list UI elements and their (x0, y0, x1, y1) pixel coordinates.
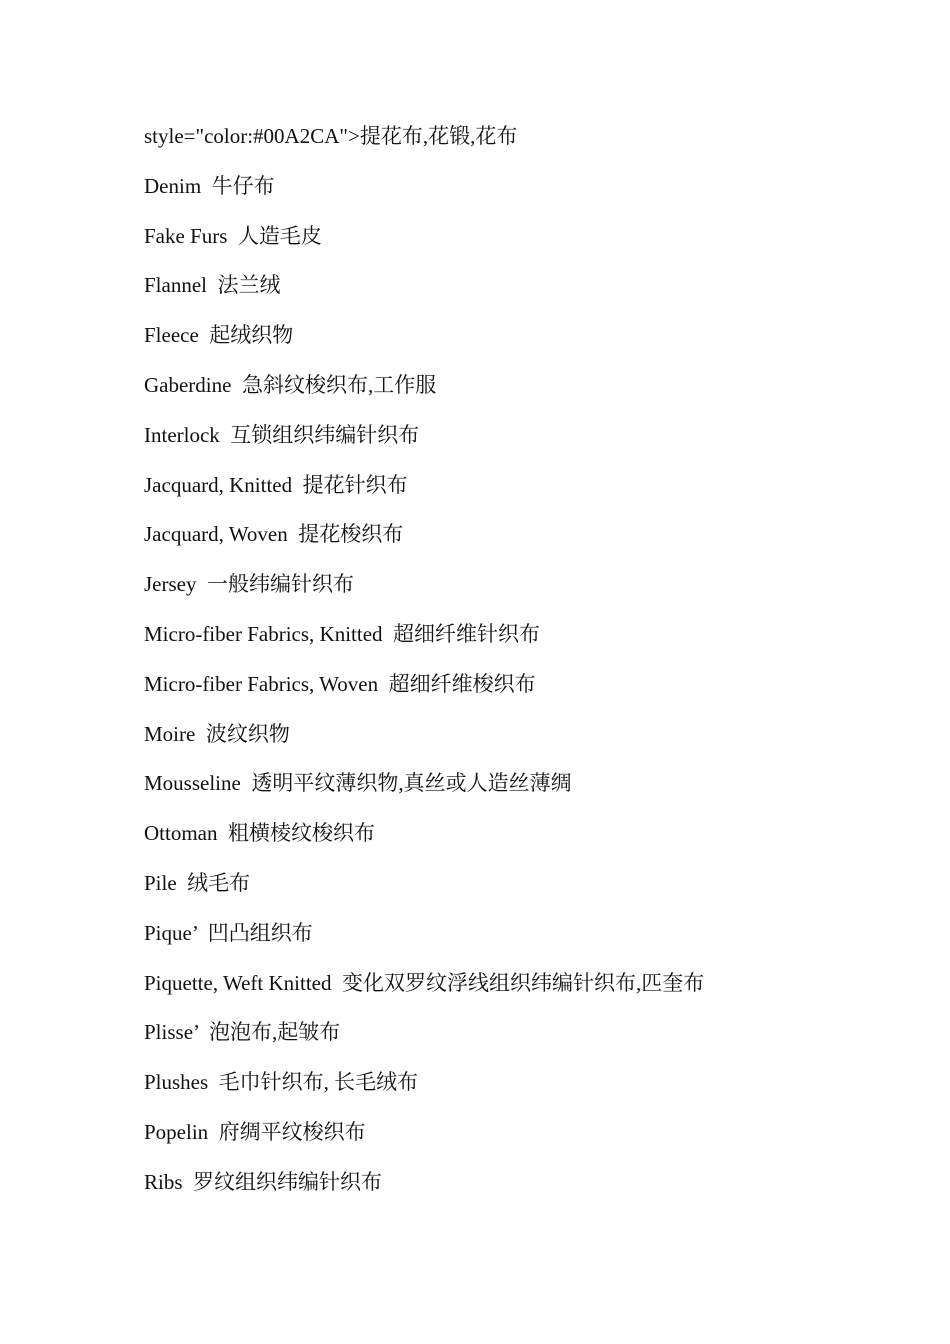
glossary-entry: Gaberdine 急斜纹梭织布,工作服 (144, 372, 437, 397)
glossary-entry: Interlock 互锁组织纬编针织布 (144, 422, 420, 447)
glossary-entry: Pique’ 凹凸组织布 (144, 920, 313, 945)
glossary-entry: Flannel 法兰绒 (144, 273, 281, 298)
glossary-entry: Ottoman 粗横棱纹梭织布 (144, 821, 375, 846)
glossary-entry: Fake Furs 人造毛皮 (144, 223, 322, 248)
glossary-entry: Micro-fiber Fabrics, Woven 超细纤维梭织布 (144, 671, 536, 696)
glossary-entry: Ribs 罗纹组织纬编针织布 (144, 1169, 383, 1194)
glossary-entry: Mousseline 透明平纹薄织物,真丝或人造丝薄绸 (144, 771, 572, 796)
glossary-entry: Pile 绒毛布 (144, 870, 251, 895)
glossary-entry: Moire 波纹织物 (144, 721, 290, 746)
glossary-entry: Popelin 府绸平纹梭织布 (144, 1119, 366, 1144)
glossary-entry: Fleece 起绒织物 (144, 323, 294, 348)
glossary-list (144, 118, 924, 1214)
glossary-entry: Micro-fiber Fabrics, Knitted 超细纤维针织布 (144, 621, 541, 646)
glossary-entry: Piquette, Weft Knitted 变化双罗纹浮线组织纬编针织布,匹奎布 (144, 970, 705, 995)
glossary-entry: Denim 牛仔布 (144, 173, 275, 198)
glossary-entry: Jacquard, Knitted 提花针织布 (144, 472, 408, 497)
glossary-entry: Plushes 毛巾针织布, 长毛绒布 (144, 1070, 419, 1095)
glossary-entry: style="color:#00A2CA">提花布,花锻,花布 (144, 124, 518, 148)
glossary-entry: Jersey 一般纬编针织布 (144, 572, 354, 597)
glossary-entry: Jacquard, Woven 提花梭织布 (144, 522, 404, 547)
glossary-entry: Plisse’ 泡泡布,起皱布 (144, 1020, 341, 1045)
